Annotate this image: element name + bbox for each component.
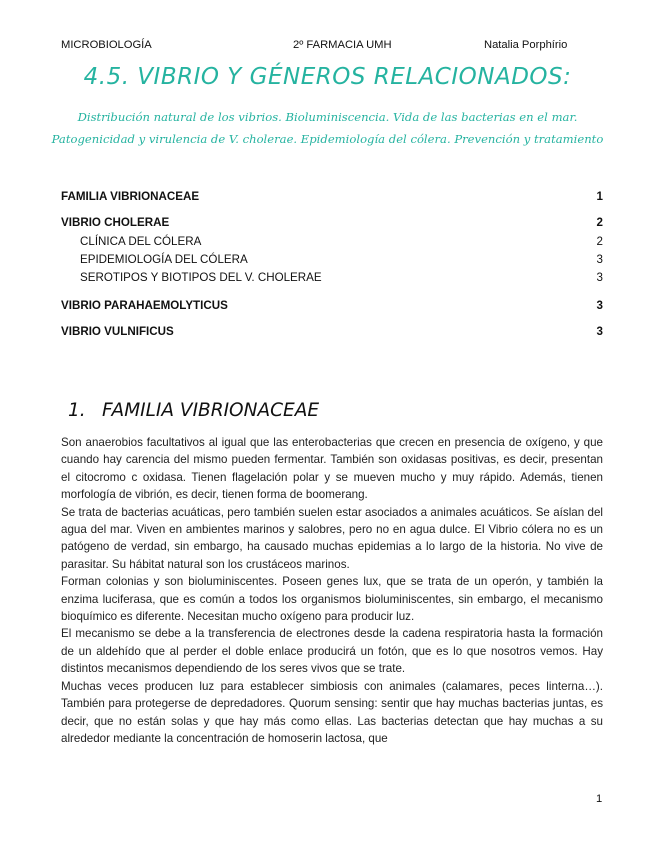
- toc-entry[interactable]: [61, 190, 603, 203]
- toc-entry-page: 1: [596, 190, 603, 203]
- section-heading: [68, 400, 319, 421]
- toc-entry-page: 3: [596, 271, 603, 284]
- header-author: Natalia Porphírio: [484, 39, 568, 51]
- section-number: 1.: [68, 400, 86, 421]
- header-degree: 2º FARMACIA UMH: [293, 39, 392, 51]
- toc-subentry[interactable]: [80, 253, 603, 266]
- paragraph: Son anaerobios facultativos al igual que las enterobacterias que crecen en presencia de oxígeno, y que cuando hay carencia del mismo pueden fermentar. También son oxidasas positivas, es decir, presentan el citocromo c oxidasa. Tienen flagelación polar y se mueven mucho y muy rápido. Además, tienen morfología de vibrión, es decir, tienen forma de boomerang.: [61, 436, 603, 502]
- header-course: MICROBIOLOGÍA: [61, 39, 152, 51]
- toc-subentry[interactable]: [80, 235, 603, 248]
- paragraph: Se trata de bacterias acuáticas, pero también suelen estar asociados a animales acuáticos. Se aíslan del agua del mar. Viven en ambientes marinos y salobres, pero no en agua dulce. El Vibrio cólera no es un patógeno de verdad, sin embargo, ha causado muchas epidemias a lo largo de la historia. No vive de parasitar. Su hábitat natural son los crustáceos marinos.: [61, 505, 603, 571]
- toc-entry-page: 3: [596, 325, 603, 338]
- paragraph: El mecanismo se debe a la transferencia de electrones desde la cadena respiratoria hasta la formación de un aldehído que al perder el doble enlace producirá un fotón, que es lo que nosotros vemos. Hay distintos mecanismos dependiendo de los seres vivos que se trate.: [61, 627, 603, 676]
- toc-subentry[interactable]: [80, 271, 603, 284]
- toc-entry-page: 3: [596, 299, 603, 312]
- toc-entry-label: FAMILIA VIBRIONACEAE: [61, 190, 200, 203]
- section-title: FAMILIA VIBRIONACEAE: [102, 400, 320, 421]
- document-subtitle: Distribución natural de los vibrios. Bioluminiscencia. Vida de las bacterias en el mar. Patogenicidad y virulencia de V. cholerae. Epidemiología del cólera. Prevención y tratamiento: [51, 110, 604, 146]
- toc-entry[interactable]: [61, 216, 603, 229]
- toc-entry-label: VIBRIO CHOLERAE: [61, 216, 170, 229]
- document-title: 4.5. VIBRIO Y GÉNEROS RELACIONADOS:: [83, 64, 572, 90]
- toc-entry-label: VIBRIO PARAHAEMOLYTICUS: [61, 299, 228, 312]
- section-body: [61, 434, 603, 747]
- paragraph: Forman colonias y son bioluminiscentes. Poseen genes lux, que se trata de un operón, y también la enzima luciferasa, que es común a todos los organismos bioluminiscentes, sin embargo, el mecanismo bioquímico es diferente. Necesitan mucho oxígeno para producir luz.: [61, 575, 603, 624]
- toc-entry-page: 2: [596, 235, 603, 248]
- toc-entry-page: 2: [596, 216, 603, 229]
- toc-entry-label: EPIDEMIOLOGÍA DEL CÓLERA: [80, 253, 248, 266]
- toc-entry-label: SEROTIPOS Y BIOTIPOS DEL V. CHOLERAE: [80, 271, 322, 284]
- toc-entry[interactable]: [61, 299, 603, 312]
- toc-entry-page: 3: [596, 253, 603, 266]
- toc-entry-label: VIBRIO VULNIFICUS: [61, 325, 174, 338]
- toc-entry[interactable]: [61, 325, 603, 338]
- paragraph: Muchas veces producen luz para establecer simbiosis con animales (calamares, peces linterna…). También para protegerse de depredadores. Quorum sensing: sentir que hay muchas bacterias juntas, es decir, que no están solas y que hay más como ellas. Las bacterias detectan que hay muchas a su alrededor mediante la concentración de homoserin lactosa, que: [61, 679, 603, 745]
- page-number: 1: [596, 793, 603, 805]
- toc-entry-label: CLÍNICA DEL CÓLERA: [80, 235, 202, 248]
